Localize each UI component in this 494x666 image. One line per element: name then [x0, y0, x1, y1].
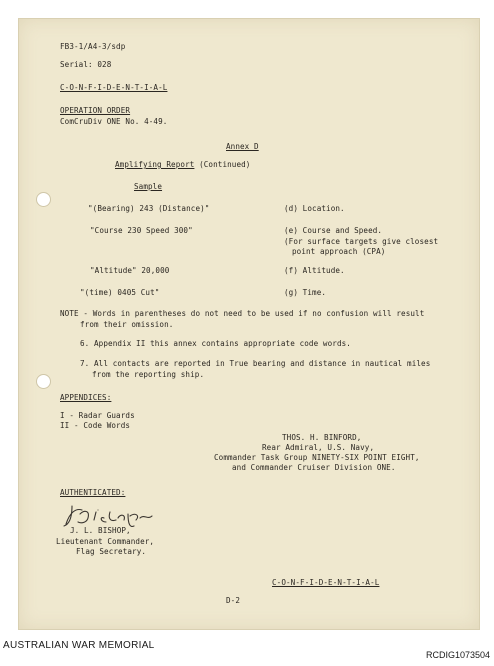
- comcrudiv-reference: ComCruDiv ONE No. 4-49.: [60, 117, 168, 126]
- row-left-course: "Course 230 Speed 300": [90, 226, 193, 235]
- authenticated-heading: AUTHENTICATED:: [60, 488, 126, 497]
- annex-title: Annex D: [226, 142, 259, 151]
- institution-name: AUSTRALIAN WAR MEMORIAL: [3, 640, 155, 651]
- signatory-name: THOS. H. BINFORD,: [282, 433, 362, 442]
- row-right-time: (g) Time.: [284, 288, 327, 297]
- row-left-time: "(time) 0405 Cut": [80, 288, 160, 297]
- serial-number: Serial: 028: [60, 60, 112, 69]
- file-reference: FB3-1/A4-3/sdp: [60, 42, 126, 51]
- row-left-altitude: "Altitude" 20,000: [90, 266, 170, 275]
- signatory-title: Commander Task Group NINETY-SIX POINT EIGHT,: [214, 453, 420, 462]
- annex-subtitle: Amplifying Report (Continued): [115, 160, 251, 169]
- row-right-course: (e) Course and Speed.: [284, 226, 383, 235]
- item-6: 6. Appendix II this annex contains appropriate code words.: [80, 339, 351, 348]
- appendix-item: I - Radar Guards: [60, 411, 135, 420]
- note-line: from their omission.: [80, 320, 174, 329]
- item-7: 7. All contacts are reported in True bearing and distance in nautical miles: [80, 359, 431, 368]
- signatory-rank: Rear Admiral, U.S. Navy,: [262, 443, 375, 452]
- row-right-course-note: (For surface targets give closest: [284, 237, 439, 246]
- appendices-heading: APPENDICES:: [60, 393, 112, 402]
- sample-heading: Sample: [134, 182, 163, 191]
- authenticator-role: Flag Secretary.: [76, 547, 147, 556]
- archive-footer: [0, 630, 494, 666]
- classification-header: C-O-N-F-I-D-E-N-T-I-A-L: [60, 83, 168, 92]
- page-number: D-2: [226, 596, 241, 605]
- operation-order-title: OPERATION ORDER: [60, 106, 131, 115]
- row-right-altitude: (f) Altitude.: [284, 266, 345, 275]
- appendix-item: II - Code Words: [60, 421, 131, 430]
- item-7-continued: from the reporting ship.: [92, 370, 205, 379]
- punch-hole: [36, 374, 51, 389]
- note-line: NOTE - Words in parentheses do not need to be used if no confusion will result: [60, 309, 425, 318]
- punch-hole: [36, 192, 51, 207]
- authenticator-rank: Lieutenant Commander,: [56, 537, 155, 546]
- record-id: RCDIG1073504: [425, 650, 490, 660]
- row-right-course-note: point approach (CPA): [292, 247, 386, 256]
- classification-footer: C-O-N-F-I-D-E-N-T-I-A-L: [272, 578, 380, 587]
- row-left-bearing: "(Bearing) 243 (Distance)": [88, 204, 210, 213]
- authenticator-name: J. L. BISHOP,: [70, 526, 131, 535]
- row-right-location: (d) Location.: [284, 204, 345, 213]
- signatory-title: and Commander Cruiser Division ONE.: [232, 463, 396, 472]
